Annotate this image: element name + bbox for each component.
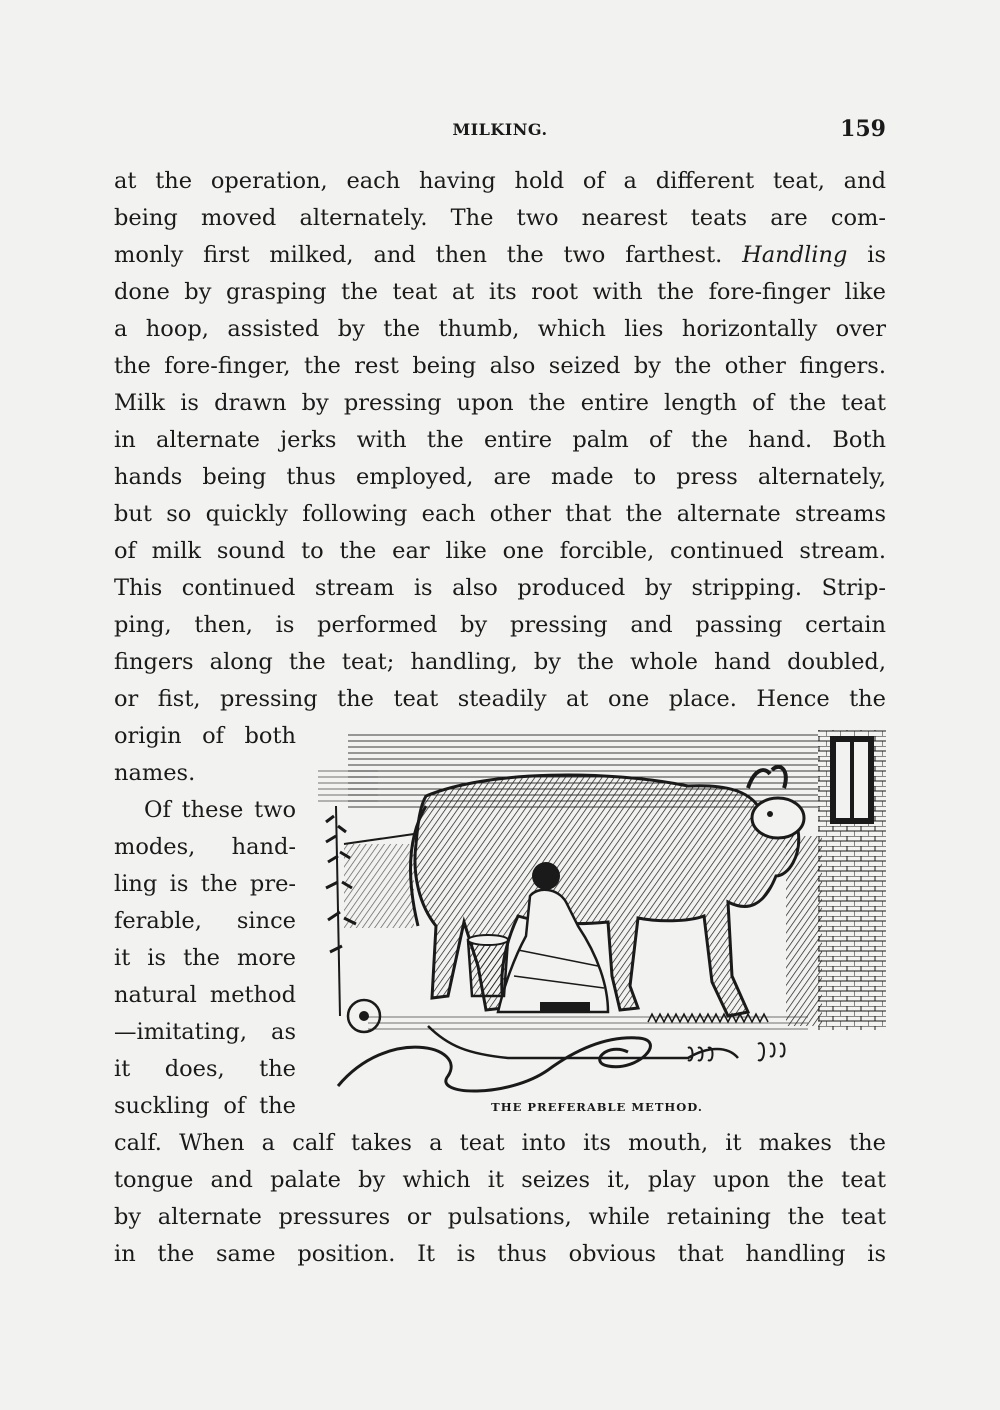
text-line-segment: is (867, 242, 886, 268)
text-line: done by grasping the teat at its root with the fore-finger like (114, 279, 886, 305)
text-line: names. (114, 760, 196, 786)
text-line: but so quickly following each other that the alternate streams (114, 501, 886, 527)
fence (344, 834, 414, 928)
text-line: fingers along the teat; handling, by the whole hand doubled, (114, 649, 886, 675)
text-line: origin of both (114, 723, 296, 749)
text-line: or fist, pressing the teat steadily at one place. Hence the (114, 686, 886, 712)
cow (410, 767, 804, 1016)
text-line-segment: monly first milked, and then the two farthest. (114, 242, 723, 268)
text-line: calf. When a calf takes a teat into its mouth, it makes the (114, 1130, 886, 1156)
text-line: ferable, since (114, 908, 296, 934)
figure-caption: THE PREFERABLE METHOD. (491, 1100, 703, 1114)
text-line: the fore-finger, the rest being also seized by the other fingers. (114, 353, 886, 379)
milk-pail (468, 935, 508, 996)
text-line: it is the more (114, 945, 296, 971)
text-line: being moved alternately. The two nearest teats are com- (114, 205, 886, 231)
text-line (114, 238, 886, 272)
text-line: tongue and palate by which it seizes it, play upon the teat (114, 1167, 886, 1193)
text-line: of milk sound to the ear like one forcible, continued stream. (114, 538, 886, 564)
text-line: a hoop, assisted by the thumb, which lies horizontally over (114, 316, 886, 342)
text-line: ling is the pre- (114, 871, 296, 897)
milking-illustration (308, 726, 886, 1098)
running-head (114, 116, 886, 146)
italic-term: Handling (742, 242, 848, 268)
text-line: it does, the (114, 1056, 296, 1082)
ground-hatching (368, 1012, 808, 1032)
scroll-ornament (338, 1026, 785, 1091)
text-line: modes, hand- (114, 834, 296, 860)
text-line: Milk is drawn by pressing upon the entire length of the teat (114, 390, 886, 416)
text-line: —imitating, as (114, 1019, 296, 1045)
text-line: Of these two (144, 797, 296, 823)
text-line: by alternate pressures or pulsations, while retaining the teat (114, 1204, 886, 1230)
text-line: at the operation, each having hold of a different teat, and (114, 168, 886, 194)
text-line: suckling of the (114, 1093, 296, 1119)
running-title: MILKING. (452, 120, 548, 139)
text-line: hands being thus employed, are made to press alternately, (114, 464, 886, 490)
text-line: This continued stream is also produced by stripping. Strip- (114, 575, 886, 601)
text-line: natural method (114, 982, 296, 1008)
text-line: in the same position. It is thus obvious that handling is (114, 1241, 886, 1267)
page-number: 159 (840, 116, 886, 142)
text-line: in alternate jerks with the entire palm of the hand. Both (114, 427, 886, 453)
text-line: ping, then, is performed by pressing and passing certain (114, 612, 886, 638)
